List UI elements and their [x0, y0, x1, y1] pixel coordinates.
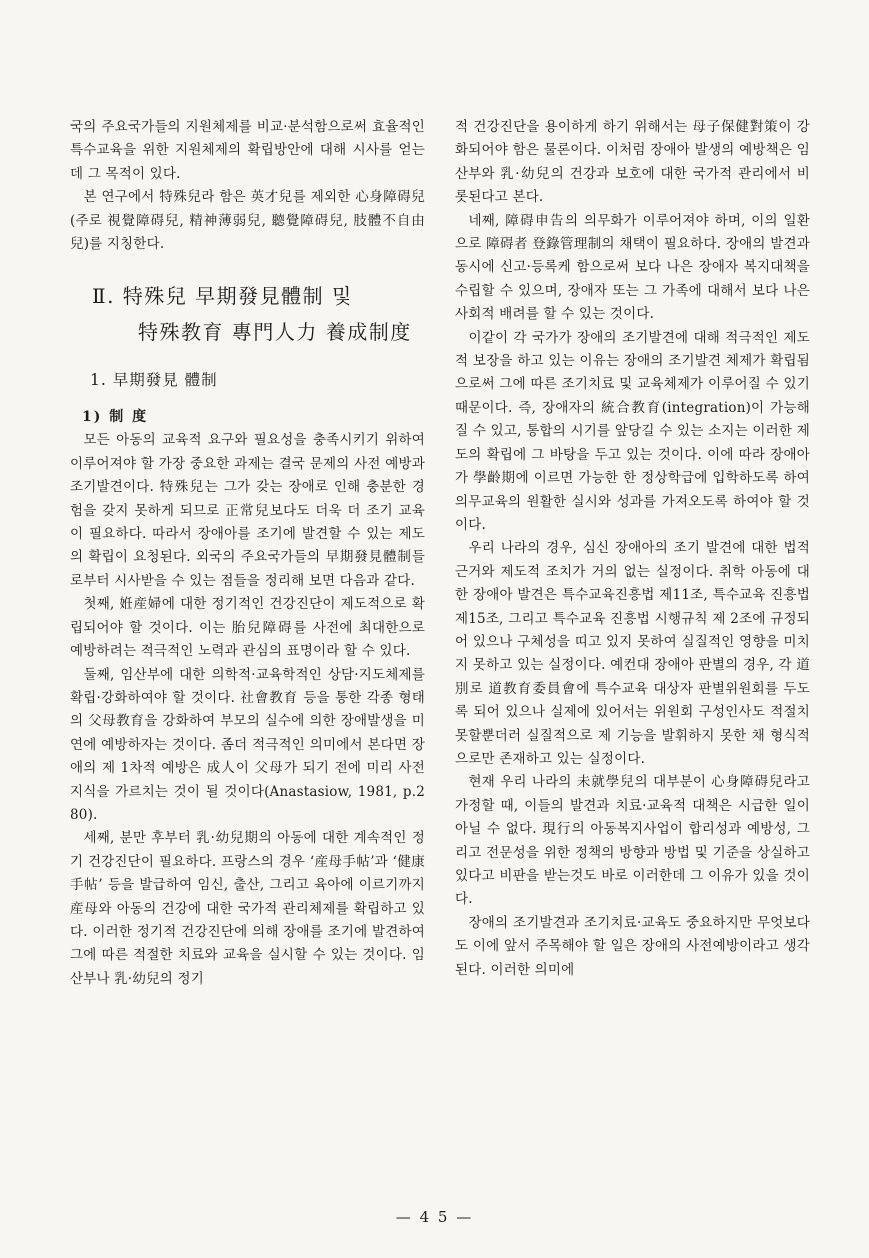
paragraph: 장애의 조기발견과 조기치료·교육도 중요하지만 무엇보다도 이에 앞서 주목해야 할 일은 장애의 사전예방이라고 생각된다. 이러한 의미에 [455, 914, 810, 978]
paragraph: 본 연구에서 特殊兒라 함은 英才兒를 제외한 心身障碍兒(주로 視覺障碍兒, 精神薄弱兒, 聽覺障碍兒, 肢體不自由兒)를 지칭한다. [70, 189, 425, 253]
paragraph: 우리 나라의 경우, 심신 장애아의 조기 발견에 대한 법적 근거와 제도적 조치가 거의 없는 실정이다. 취학 아동에 대한 장애아 발견은 특수교육진흥법 제11조, 특수교육 진흥법 제15조, 그리고 특수교육 진흥법 시행규칙 제 2조에 규정되어 있으나 구체성을 띠고 있지 못하여 실질적인 영향을 미치지 못하고 있는 실정이다. 예컨대 장애아 판별의 경우, 각 道別로 道教育委員會에 특수교육 대상자 판별위원회를 두도록 되어 있으나 실제에 있어서는 위원회 구성인사도 적절치 못할뿐더러 실질적으로 제 기능을 발휘하지 못한 채 형식적으로만 존재하고 있는 실정이다. [455, 540, 810, 767]
paragraph: 모든 아동의 교육적 요구와 필요성을 충족시키기 위하여 이루어져야 할 가장 중요한 과제는 결국 문제의 사전 예방과 조기발견이다. 特殊兒는 그가 갖는 장애로 인해 충분한 경험을 갖지 못하게 되므로 正常兒보다도 더욱 더 조기 교육이 필요하다. 따라서 장애아를 조기에 발견할 수 있는 제도의 확립이 요청된다. 외국의 주요국가들의 早期發見體制들로부터 시사받을 수 있는 점들을 정리해 보면 다음과 같다. [70, 432, 425, 589]
paragraph: 첫째, 姙産婦에 대한 정기적인 건강진단이 제도적으로 확립되어야 할 것이다. 이는 胎兒障碍를 사전에 최대한으로 예방하려는 적극적인 노력과 관심의 표명이라 할 수 있다. [70, 596, 425, 660]
paragraph: 국의 주요국가들의 지원체제를 비교·분석함으로써 효율적인 특수교육을 위한 지원체제의 확립방안에 대해 시사를 얻는데 그 목적이 있다. [70, 119, 425, 182]
paragraph: 세째, 분만 후부터 乳·幼兒期의 아동에 대한 계속적인 정기 건강진단이 필요하다. 프랑스의 경우 ‘産母手帖’과 ‘健康手帖’ 등을 발급하여 임신, 출산, 그리고 육아에 이르기까지 産母와 아동의 건강에 대한 국가적 관리체제를 확립하고 있다. 이러한 정기적 건강진단에 의해 장애를 조기에 발견하여 그에 따른 적절한 치료와 교육을 실시할 수 있는 것이다. 임산부나 乳·幼兒의 정기 [70, 830, 425, 987]
left-column [70, 116, 425, 991]
paragraph: 둘째, 임산부에 대한 의학적·교육학적인 상담·지도체제를 확립·강화하여야 할 것이다. 社會教育 등을 통한 각종 형태의 父母教育을 강화하여 부모의 실수에 의한 장애발생을 미연에 예방하자는 것이다. 좀더 적극적인 의미에서 본다면 장애의 제 1차적 예방은 成人이 父母가 되기 전에 미리 사전지식을 가르치는 것이 될 것이다(Anastasiow, 1981, p.280). [70, 666, 425, 823]
right-column [455, 116, 810, 982]
paragraph: 이같이 각 국가가 장애의 조기발견에 대해 적극적인 제도적 보장을 하고 있는 이유는 장애의 조기발견 체제가 확립됨으로써 그에 따른 조기치료 및 교육체제가 이루어질 수 있기 때문이다. 즉, 장애자의 統合教育(integration)이 가능해질 수 있고, 통합의 시기를 앞당길 수 있는 소지는 이러한 제도의 확립에 그 바탕을 두고 있는 것이다. 이에 따라 장애아가 學齡期에 이르면 가능한 한 정상학급에 입학하도록 하여 의무교육의 원활한 실시와 성과를 가져오도록 하여야 할 것이다. [455, 329, 810, 533]
section-title-line-1: Ⅱ. 特殊兒 早期發見體制 및 [92, 284, 353, 309]
section-title-line-2: 特殊教育 專門人力 養成制度 [138, 320, 412, 345]
paragraph: 현재 우리 나라의 未就學兒의 대부분이 心身障碍兒라고 가정할 때, 이들의 발견과 치료·교육적 대책은 시급한 일이 아닐 수 없다. 現行의 아동복지사업이 합리성과 예방성, 그리고 전문성을 위한 정책의 방향과 방법 및 기준을 상실하고 있다고 비판을 받는것도 바로 이러한데 그 이유가 있을 것이다. [455, 774, 810, 908]
paragraph: 적 건강진단을 용이하게 하기 위해서는 母子保健對策이 강화되어야 함은 물론이다. 이처럼 장애아 발생의 예방책은 임산부와 乳·幼兒의 건강과 보호에 대한 국가적 관리에서 비롯된다고 본다. [455, 119, 810, 206]
subsubsection-title: 1) 制 度 [82, 409, 149, 426]
subsection-title: 1. 早期發見 體制 [90, 371, 218, 390]
page-number: — 4 5 — [395, 1208, 474, 1226]
paragraph: 네째, 障碍申告의 의무화가 이루어져야 하며, 이의 일환으로 障碍者 登錄管理制의 채택이 필요하다. 장애의 발견과 동시에 신고·등록케 함으로써 보다 나은 장애자 복지대책을 수립할 수 있으며, 장애자 또는 그 가족에 대해서 보다 나은 사회적 배려를 할 수 있는 것이다. [455, 212, 810, 323]
section-title [70, 278, 425, 350]
